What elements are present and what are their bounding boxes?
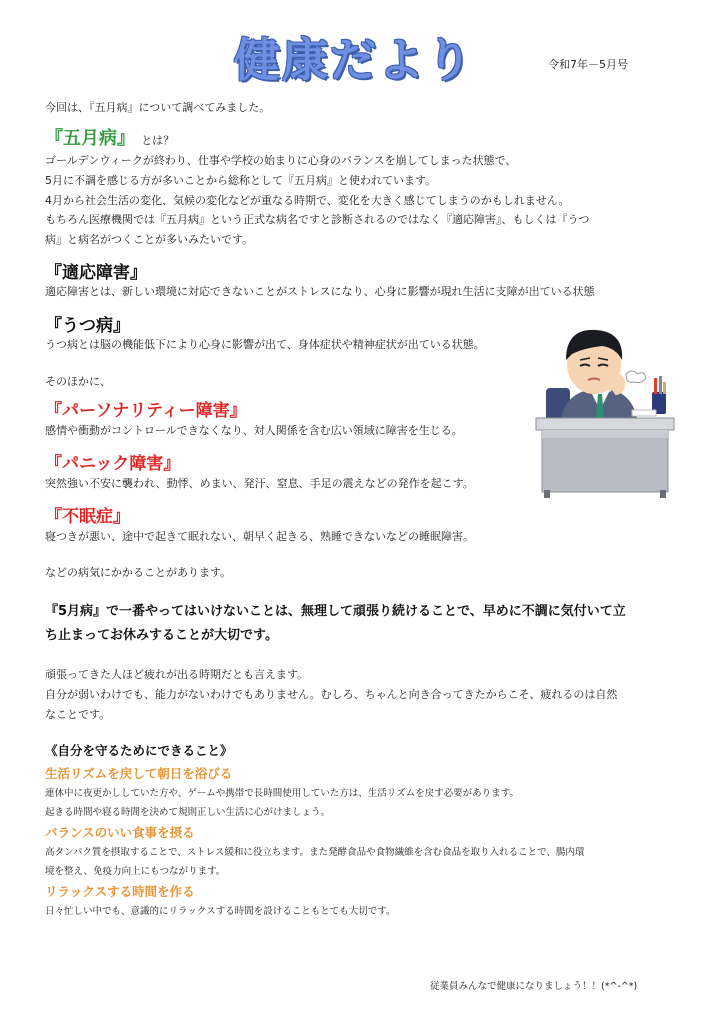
self-care-item-title: 生活リズムを戻して朝日を浴びる	[45, 766, 233, 781]
key-message-line: 『5月病』で一番やってはいけないことは、無理して頑張り続けることで、早めに不調に気付いて立	[45, 604, 626, 619]
panic-text: 突然強い不安に襲われ、動悸、めまい、発汗、窒息、手足の震えなどの発作を起こす。	[45, 477, 474, 490]
insomnia-heading: 『不眠症』	[45, 507, 130, 527]
panic-heading: 『パニック障害』	[45, 454, 181, 474]
gogatsu-line: 病』と病名がつくことが多いみたいです。	[45, 233, 254, 246]
footer-message: 従業員みんなで健康になりましょう！！(*^-^*)	[430, 981, 638, 992]
desk-top	[536, 418, 674, 430]
gogatsu-line: 4月から社会生活の変化、気候の変化などが重なる時期で、変化を大きく感じてしまうのかもしれません。	[45, 194, 570, 207]
closing-line: などの病気にかかることがあります。	[45, 566, 232, 579]
self-care-item-title: リラックスする時間を作る	[45, 884, 195, 899]
reassure-line: なことです。	[45, 708, 111, 721]
issue-label: 令和7年－5月号	[548, 58, 628, 71]
gogatsu-line: ゴールデンウィークが終わり、仕事や学校の始まりに心身のバランスを崩してしまった状態で、	[45, 154, 517, 167]
others-intro: そのほかに、	[45, 375, 111, 388]
reassure-line: 頑張ってきた人ほど疲れが出る時期だとも言えます。	[45, 668, 309, 681]
key-message-line: ち止まってお休みすることが大切です。	[45, 628, 278, 643]
tekiou-text: 適応障害とは、新しい環境に対応できないことがストレスになり、心身に影響が現れ生活に支障が出ている状態	[45, 285, 595, 298]
self-care-item-line: 連休中に夜更かししていた方や、ゲームや携帯で長時間使用していた方は、生活リズムを戻す必要があります。	[45, 788, 519, 799]
gogatsu-heading	[45, 124, 174, 150]
intro-text: 今回は、『五月病』について調べてみました。	[45, 101, 271, 114]
reassure-line: 自分が弱いわけでも、能力がないわけでもありません。むしろ、ちゃんと向き合ってきたからこそ、疲れるのは自然	[45, 688, 618, 701]
tired-worker-illustration	[532, 318, 678, 500]
self-care-heading: 《自分を守るためにできること》	[45, 743, 233, 758]
desk-body	[542, 430, 668, 492]
self-care-item-line: 高タンパク質を摂取することで、ストレス緩和に役立ちます。また発酵食品や食物繊維を含む食品を取り入れることで、腸内環	[45, 847, 585, 858]
gogatsu-line: もちろん医療機関では『五月病』という正式な病名ですと診断されるのではなく『適応障害』、もしくは『うつ	[45, 213, 590, 226]
self-care-item-line: 起きる時間や寝る時間を決めて規則正しい生活に心がけましょう。	[45, 807, 331, 818]
utsu-text: うつ病とは脳の機能低下により心身に影響が出て、身体症状や精神症状が出ている状態。	[45, 338, 485, 351]
gogatsu-heading-text: 『五月病』	[45, 128, 135, 149]
gogatsu-line: 5月に不調を感じる方が多いことから総称として『五月病』と使われています。	[45, 174, 437, 187]
utsu-heading: 『うつ病』	[45, 316, 130, 336]
newsletter-title: 健康だより	[234, 33, 474, 87]
self-care-item-line: 日々忙しい中でも、意識的にリラックスする時間を設けることもとても大切です。	[45, 906, 396, 917]
self-care-item-title: バランスのいい食事を摂る	[45, 825, 195, 840]
insomnia-text: 寝つきが悪い、途中で起きて眠れない、朝早く起きる、熟睡できないなどの睡眠障害。	[45, 530, 474, 543]
tekiou-heading: 『適応障害』	[45, 263, 147, 283]
self-care-item-line: 境を整え、免疫力向上にもつながります。	[45, 866, 226, 877]
personality-heading: 『パーソナリティー障害』	[45, 401, 247, 421]
gogatsu-heading-suffix: とは？	[141, 134, 175, 147]
personality-text: 感情や衝動がコントロールできなくなり、対人関係を含む広い領域に障害を生じる。	[45, 424, 463, 437]
